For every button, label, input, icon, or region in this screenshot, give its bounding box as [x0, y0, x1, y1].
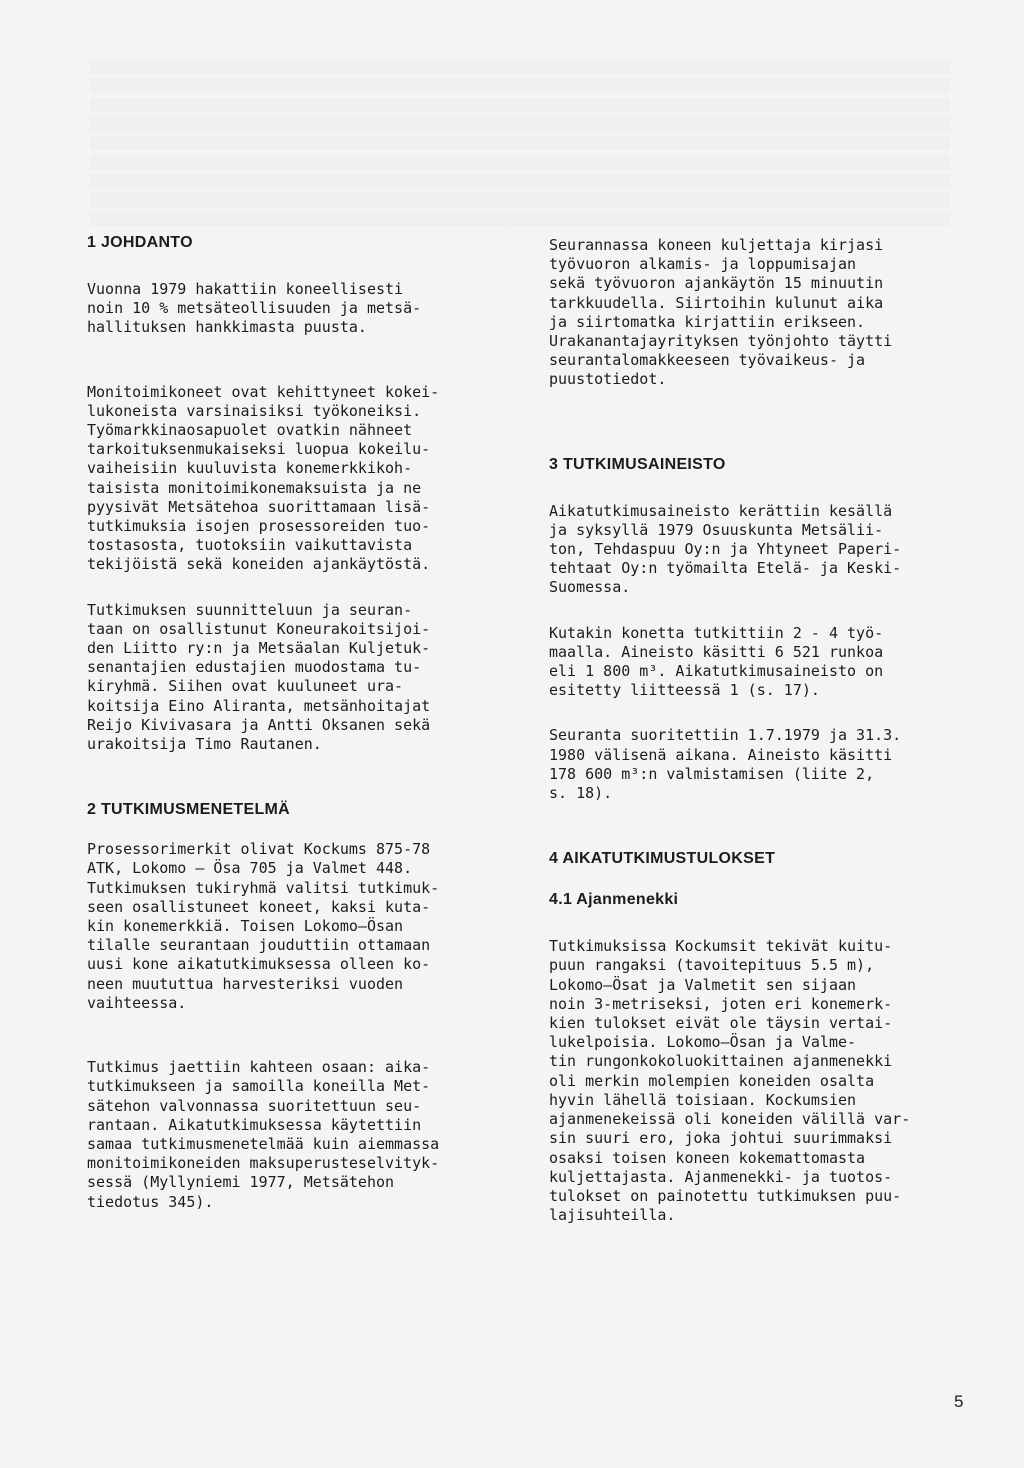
section-heading-johdanto: 1 JOHDANTO — [87, 234, 193, 251]
bleed-through-shadow — [90, 60, 950, 230]
right-column — [549, 232, 979, 1225]
paragraph: Seuranta suoritettiin 1.7.1979 ja 31.3. 1980 välisenä aikana. Aineisto käsitti 178 600 m³:n valmistamisen (liite 2, s. 18). — [549, 726, 902, 803]
section-heading-menetelma: 2 TUTKIMUSMENETELMÄ — [87, 801, 291, 819]
paragraph: Kutakin konetta tutkittiin 2 - 4 työ- maalla. Aineisto käsitti 6 521 runkoa eli 1 800 m³. Aikatutkimusaineisto on esitetty liitteessä 1 (s. 17). — [549, 623, 884, 700]
section-heading-tulokset: 4 AIKATUTKIMUSTULOKSET — [549, 850, 776, 868]
paragraph: Tutkimuksissa Kockumsit tekivät kuitu- puun rangaksi (tavoitepituus 5.5 m), Lokomo–Ösat ja Valmetit sen sijaan noin 3-metriseksi, joten eri konemerk- kien tulokset eivät ole täysin vertai- lukelpoisia. Lokomo–Ösan ja Valme- tin rungonkokoluokittainen ajanmenekki oli merkin molempien koneiden osalta hyvin lähellä toisiaan. Kockumsien ajanmenekeissä oli koneiden välillä var- sin suuri ero, joka johtui suurimmaksi osaksi toisen koneen kokemattomasta kuljettajasta. Ajanmenekki- ja tuotos- tulokset on painotettu tutkimuksen puu- lajisuhteilla. — [549, 937, 911, 1225]
paragraph: Monitoimikoneet ovat kehittyneet kokei- lukoneista varsinaisiksi työkoneiksi. Työmarkkinaosapuolet ovatkin nähneet tarkoituksenmukaiseksi luopua kokeilu- vaiheisiin kuuluvista konemerkkikoh- taisista monitoimikonemaksuista ja ne pyysivät Metsätehoa suorittamaan lisä- tutkimuksia isojen prosessoreiden tuo- tostasosta, tuotoksiin vaikuttavista tekijöistä sekä koneiden ajankäytöstä. — [87, 382, 440, 574]
paragraph: Prosessorimerkit olivat Kockums 875-78 ATK, Lokomo – Ösa 705 ja Valmet 448. Tutkimuksen tukiryhmä valitsi tutkimuk- seen osallistuneet koneet, kaksi kuta- kin konemerkkiä. Toisen Lokomo–Ösan tilalle seurantaan jouduttiin ottamaan uusi kone aikatutkimuksessa olleen ko- neen muututtua harvesteriksi vuoden vaihteessa. — [87, 840, 440, 1012]
left-column — [87, 232, 507, 1212]
paragraph: Tutkimuksen suunnitteluun ja seuran- taan on osallistunut Koneurakoitsijoi- den Liitto ry:n ja Metsäalan Kuljetuk- senantajien edustajien muodostama tu- kiryhmä. Siihen ovat kuuluneet ura- koitsija Eino Aliranta, metsänhoitajat Reijo Kivivasara ja Antti Oksanen sekä urakoitsija Timo Rautanen. — [87, 600, 431, 754]
section-heading-aineisto: 3 TUTKIMUSAINEISTO — [549, 455, 726, 473]
paragraph: Tutkimus jaettiin kahteen osaan: aika- tutkimukseen ja samoilla koneilla Met- sätehon valvonnassa suoritettuun seu- rantaan. Aikatutkimuksessa käytettiin samaa tutkimusmenetelmää kuin aiemmassa monitoimikoneiden maksuperusteselvityk- sessä (Myllyniemi 1977, Metsätehon tiedotus 345). — [87, 1058, 440, 1211]
paragraph: Aikatutkimusaineisto kerättiin kesällä ja syksyllä 1979 Osuuskunta Metsälii- ton, Tehdaspuu Oy:n ja Yhtyneet Paperi- tehtaat Oy:n työmailta Etelä- ja Keski- Suomessa. — [549, 501, 902, 597]
paragraph: Seurannassa koneen kuljettaja kirjasi työvuoron alkamis- ja loppumisajan sekä työvuoron ajankäytön 15 minuutin tarkkuudella. Siirtoihin kulunut aika ja siirtomatka kirjattiin erikseen. Urakanantajayrityksen työnjohto täytti seurantalomakkeeseen työvaikeus- ja puustotiedot. — [549, 236, 893, 389]
paragraph: Vuonna 1979 hakattiin koneellisesti noin 10 % metsäteollisuuden ja metsä- hallituksen hankkimasta puusta. — [87, 280, 422, 337]
subsection-heading-ajanmenekki: 4.1 Ajanmenekki — [549, 891, 679, 909]
page-number: 5 — [954, 1392, 964, 1411]
